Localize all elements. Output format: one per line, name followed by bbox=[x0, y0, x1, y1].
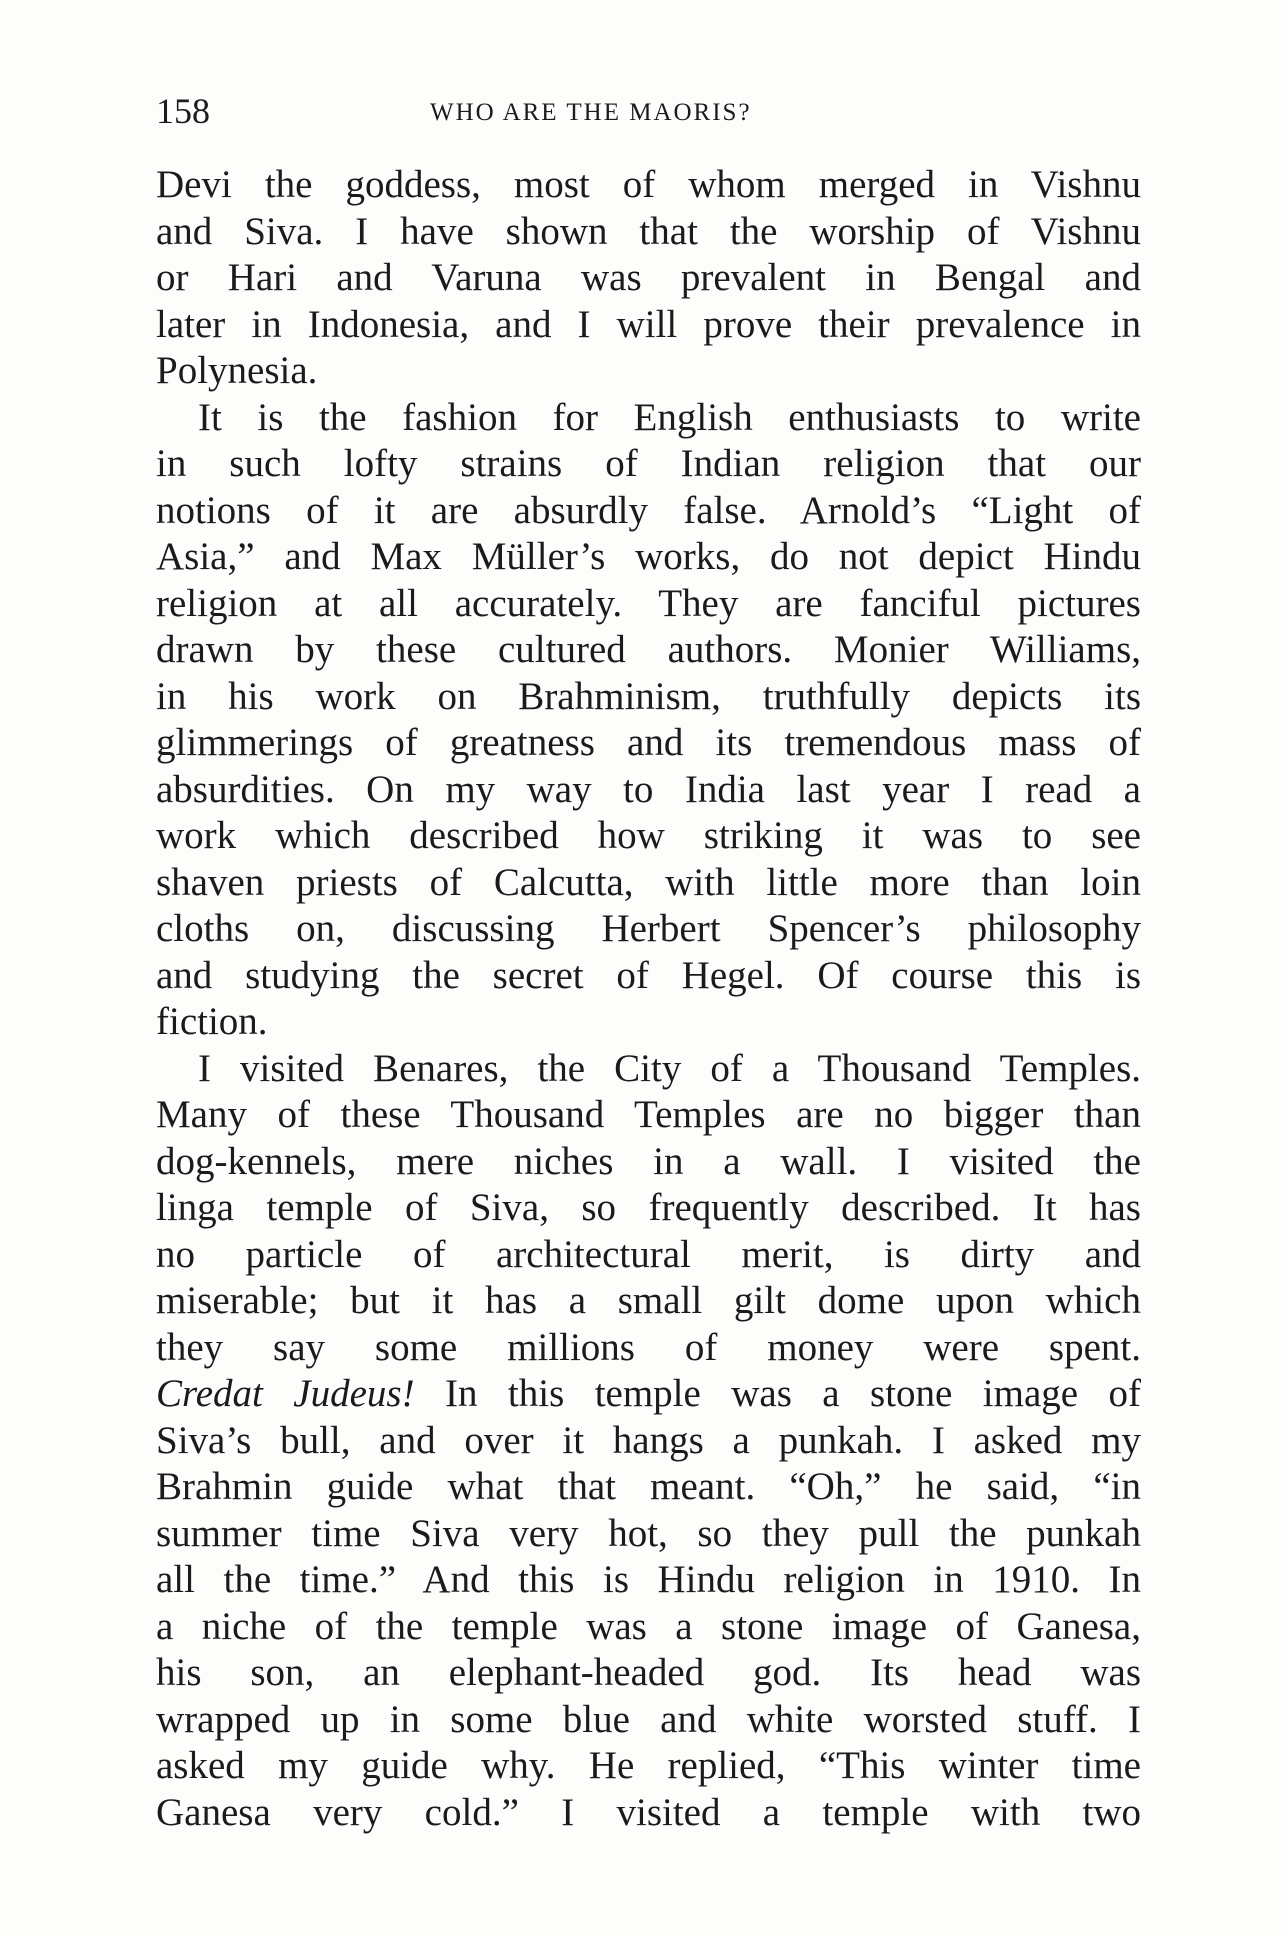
text-segment: Devi the goddess, most of whom merged in Vishnu bbox=[156, 163, 1141, 206]
text-line bbox=[156, 1092, 1141, 1139]
running-title: WHO ARE THE MAORIS? bbox=[430, 99, 752, 126]
text-segment: later in Indonesia, and I will prove their prevalence in bbox=[156, 302, 1141, 346]
text-line bbox=[156, 1743, 1141, 1790]
text-line bbox=[156, 1185, 1141, 1232]
text-segment: Brahmin guide what that meant. “Oh,” he said, “in bbox=[156, 1465, 1141, 1508]
text-segment: or Hari and Varuna was prevalent in Bengal and bbox=[156, 256, 1141, 299]
text-segment: summer time Siva very hot, so they pull the punkah bbox=[156, 1511, 1141, 1555]
text-segment: I visited Benares, the City of a Thousand Temples. bbox=[198, 1046, 1141, 1090]
text-segment: cloths on, discussing Herbert Spencer’s philosophy bbox=[156, 907, 1141, 950]
text-line bbox=[156, 441, 1141, 488]
text-segment: Polynesia. bbox=[156, 349, 318, 392]
text-segment: and studying the secret of Hegel. Of course this is bbox=[156, 953, 1141, 997]
text-segment: his son, an elephant-headed god. Its head was bbox=[156, 1651, 1141, 1694]
text-segment: asked my guide why. He replied, “This winter time bbox=[156, 1744, 1141, 1787]
text-line bbox=[156, 1464, 1141, 1511]
italic-phrase: Credat Judeus! bbox=[156, 1372, 415, 1415]
text-line bbox=[156, 953, 1141, 1000]
text-line bbox=[156, 1650, 1141, 1697]
text-segment: work which described how striking it was to see bbox=[156, 814, 1141, 857]
text-segment: drawn by these cultured authors. Monier Williams, bbox=[156, 628, 1141, 671]
page-header bbox=[156, 86, 1141, 136]
text-segment: Siva’s bull, and over it hangs a punkah. I asked my bbox=[156, 1418, 1141, 1462]
text-line bbox=[156, 348, 1141, 395]
text-line bbox=[156, 1790, 1141, 1837]
text-segment: Ganesa very cold.” I visited a temple with two bbox=[156, 1790, 1141, 1834]
text-segment: a niche of the temple was a stone image of Ganesa, bbox=[156, 1604, 1141, 1648]
text-segment: all the time.” And this is Hindu religion in 1910. In bbox=[156, 1558, 1141, 1601]
text-segment: absurdities. On my way to India last year I read a bbox=[156, 767, 1141, 811]
text-segment: religion at all accurately. They are fanciful pictures bbox=[156, 581, 1141, 625]
text-segment: in such lofty strains of Indian religion that our bbox=[156, 442, 1141, 485]
text-line bbox=[156, 860, 1141, 907]
text-line bbox=[156, 906, 1141, 953]
text-line bbox=[156, 1371, 1141, 1418]
text-line bbox=[156, 1557, 1141, 1604]
text-line bbox=[156, 302, 1141, 349]
text-line bbox=[156, 767, 1141, 814]
body-text bbox=[156, 162, 1141, 1836]
text-segment: no particle of architectural merit, is dirty and bbox=[156, 1232, 1141, 1276]
text-segment: notions of it are absurdly false. Arnold’s “Light of bbox=[156, 488, 1141, 532]
text-segment: It is the fashion for English enthusiasts to write bbox=[198, 395, 1141, 439]
text-line bbox=[156, 581, 1141, 628]
text-line bbox=[156, 255, 1141, 302]
text-segment: wrapped up in some blue and white worsted stuff. I bbox=[156, 1697, 1141, 1741]
text-line bbox=[156, 1604, 1141, 1651]
text-segment: Many of these Thousand Temples are no bigger than bbox=[156, 1093, 1141, 1136]
text-segment: in his work on Brahminism, truthfully depicts its bbox=[156, 674, 1141, 718]
text-segment: fiction. bbox=[156, 1000, 268, 1043]
text-line bbox=[156, 1139, 1141, 1186]
text-line bbox=[156, 534, 1141, 581]
text-line bbox=[156, 1325, 1141, 1372]
text-line bbox=[156, 1046, 1141, 1093]
text-line bbox=[156, 674, 1141, 721]
text-segment: dog-kennels, mere niches in a wall. I visited the bbox=[156, 1139, 1141, 1183]
text-segment: linga temple of Siva, so frequently described. It has bbox=[156, 1186, 1141, 1229]
text-line bbox=[156, 209, 1141, 256]
text-line bbox=[156, 627, 1141, 674]
text-line bbox=[156, 1232, 1141, 1279]
text-segment: In this temple was a stone image of bbox=[414, 1372, 1141, 1415]
text-segment: Asia,” and Max Müller’s works, do not depict Hindu bbox=[156, 535, 1141, 578]
text-line bbox=[156, 1278, 1141, 1325]
text-line bbox=[156, 395, 1141, 442]
text-segment: shaven priests of Calcutta, with little more than loin bbox=[156, 860, 1141, 904]
text-line bbox=[156, 1511, 1141, 1558]
text-segment: glimmerings of greatness and its tremendous mass of bbox=[156, 721, 1141, 764]
text-segment: they say some millions of money were spent. bbox=[156, 1325, 1141, 1369]
page-number: 158 bbox=[156, 91, 210, 131]
text-line bbox=[156, 162, 1141, 209]
text-segment: and Siva. I have shown that the worship of Vishnu bbox=[156, 209, 1141, 253]
text-line bbox=[156, 999, 1141, 1046]
text-segment: miserable; but it has a small gilt dome upon which bbox=[156, 1279, 1141, 1322]
text-line bbox=[156, 813, 1141, 860]
text-line bbox=[156, 488, 1141, 535]
text-line bbox=[156, 1418, 1141, 1465]
text-line bbox=[156, 720, 1141, 767]
text-line bbox=[156, 1697, 1141, 1744]
